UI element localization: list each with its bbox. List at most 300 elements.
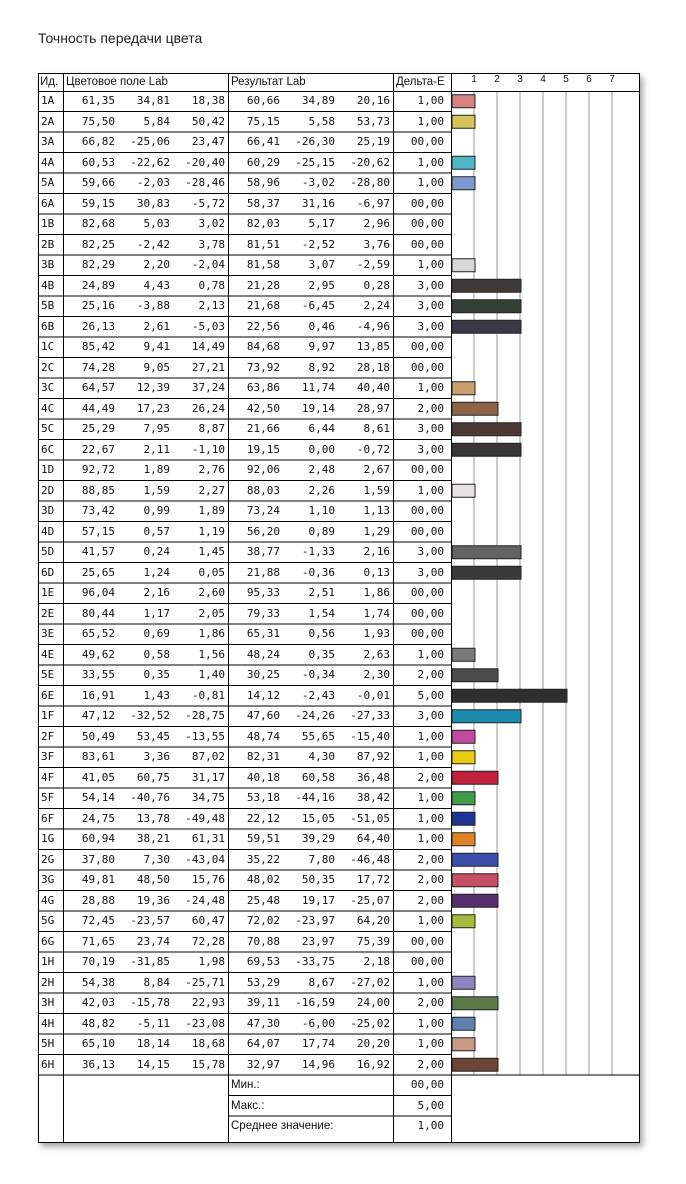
reference-lab-value: 8,84 <box>143 975 170 989</box>
result-lab-value: 8,92 <box>308 360 335 374</box>
result-lab-value: 73,92 <box>246 360 280 374</box>
reference-lab-value: -2,03 <box>136 176 170 189</box>
row-id: 2G <box>41 852 55 866</box>
reference-lab-value: 71,65 <box>81 934 115 948</box>
reference-lab-value: 60,47 <box>191 914 225 927</box>
reference-lab-value: 65,10 <box>81 1037 115 1050</box>
result-lab-value: -3,02 <box>301 176 335 189</box>
reference-lab-value: 9,05 <box>143 360 170 374</box>
reference-lab-value: 23,47 <box>191 135 225 148</box>
reference-lab-value: 0,24 <box>143 545 170 558</box>
delta-e-bar <box>452 300 521 313</box>
result-lab-value: 25,19 <box>356 135 390 148</box>
row-id: 6F <box>41 811 55 825</box>
reference-lab-value: 17,23 <box>136 401 170 415</box>
delta-e-bar <box>452 484 475 497</box>
page-title: Точность передачи цвета <box>38 30 203 46</box>
reference-lab-value: -3,88 <box>136 299 170 312</box>
result-lab-value: 40,40 <box>356 381 390 394</box>
delta-e-bar <box>452 279 521 292</box>
reference-lab-value: 74,28 <box>81 360 115 374</box>
reference-lab-value: 60,94 <box>81 832 115 845</box>
result-lab-value: 1,54 <box>308 606 335 620</box>
color-accuracy-table <box>38 73 640 1143</box>
result-lab-value: 58,37 <box>246 196 280 210</box>
reference-lab-value: 34,81 <box>136 94 170 107</box>
result-lab-value: 1,93 <box>363 627 390 640</box>
reference-lab-value: 59,66 <box>81 176 115 189</box>
delta-e-value: 3,00 <box>417 565 444 579</box>
result-lab-value: 87,92 <box>356 750 390 763</box>
delta-e-bar <box>452 976 475 989</box>
delta-e-value: 1,00 <box>417 914 444 927</box>
reference-lab-value: 26,24 <box>191 401 225 415</box>
reference-lab-value: 25,16 <box>81 299 115 312</box>
reference-lab-value: 22,67 <box>81 442 115 456</box>
result-lab-value: 13,85 <box>356 340 390 353</box>
row-id: 1G <box>41 832 55 845</box>
reference-lab-value: 26,13 <box>81 319 115 333</box>
result-lab-value: 55,65 <box>301 729 335 743</box>
result-lab-value: 22,12 <box>246 811 280 825</box>
delta-e-bar <box>452 915 475 928</box>
reference-lab-value: 65,52 <box>81 627 115 640</box>
delta-e-value: 1,00 <box>417 381 444 394</box>
result-lab-value: 2,24 <box>363 299 390 312</box>
reference-lab-value: 31,17 <box>191 770 225 784</box>
result-lab-value: 0,28 <box>363 278 390 292</box>
delta-e-value: 00,00 <box>410 934 444 948</box>
header-id: Ид. <box>40 76 59 88</box>
reference-lab-value: 0,99 <box>143 504 170 517</box>
delta-e-bar <box>452 894 498 907</box>
delta-e-value: 2,00 <box>417 893 444 907</box>
reference-lab-value: 54,38 <box>81 975 115 989</box>
row-id: 6E <box>41 688 55 702</box>
result-lab-value: 31,16 <box>301 196 335 210</box>
reference-lab-value: 5,84 <box>143 114 170 128</box>
delta-e-bar <box>452 997 498 1010</box>
delta-e-value: 2,00 <box>417 770 444 784</box>
result-lab-value: -0,36 <box>301 565 335 579</box>
reference-lab-value: 82,25 <box>81 237 115 251</box>
result-lab-value: 17,74 <box>301 1037 335 1050</box>
reference-lab-value: 41,57 <box>81 545 115 558</box>
result-lab-value: 8,61 <box>363 422 390 435</box>
reference-lab-value: 53,45 <box>136 729 170 743</box>
result-lab-value: 2,95 <box>308 278 335 292</box>
delta-e-value: 2,00 <box>417 873 444 886</box>
reference-lab-value: 30,83 <box>136 196 170 210</box>
reference-lab-value: 72,45 <box>81 914 115 927</box>
row-id: 4F <box>41 770 55 784</box>
result-lab-value: 19,17 <box>301 893 335 907</box>
result-lab-value: -27,33 <box>350 709 390 722</box>
reference-lab-value: -40,76 <box>130 791 170 804</box>
result-lab-value: 53,29 <box>246 975 280 989</box>
result-lab-value: -0,01 <box>356 688 390 702</box>
result-lab-value: 59,51 <box>246 832 280 845</box>
row-id: 2C <box>41 360 55 374</box>
result-lab-value: 1,10 <box>308 504 335 517</box>
summary-label: Мин.: <box>231 1079 260 1091</box>
delta-e-value: 2,00 <box>417 668 444 681</box>
reference-lab-value: -2,42 <box>136 237 170 251</box>
delta-e-value: 1,00 <box>417 975 444 989</box>
reference-lab-value: 28,88 <box>81 893 115 907</box>
result-lab-value: 24,00 <box>356 996 390 1009</box>
row-id: 4G <box>41 893 55 907</box>
row-id: 4C <box>41 401 55 415</box>
reference-lab-value: -5,11 <box>136 1016 170 1030</box>
row-id: 3B <box>41 258 55 271</box>
result-lab-value: 2,16 <box>363 545 390 558</box>
reference-lab-value: 1,40 <box>198 668 225 681</box>
reference-lab-value: 42,03 <box>81 996 115 1009</box>
reference-lab-value: 2,27 <box>198 483 225 497</box>
reference-lab-value: 37,80 <box>81 852 115 866</box>
result-lab-value: 2,26 <box>308 483 335 497</box>
result-lab-value: 60,29 <box>246 155 280 169</box>
bar-axis-tick-label: 5 <box>563 74 569 85</box>
reference-lab-value: 48,50 <box>136 873 170 886</box>
result-lab-value: 69,53 <box>246 955 280 968</box>
row-id: 2D <box>41 483 55 497</box>
result-lab-value: 21,66 <box>246 422 280 435</box>
reference-lab-value: 1,19 <box>198 524 225 538</box>
delta-e-bar <box>452 546 521 559</box>
delta-e-bar <box>452 874 498 887</box>
delta-e-value: 3,00 <box>417 319 444 333</box>
summary-value: 5,00 <box>417 1098 444 1112</box>
reference-lab-value: 1,59 <box>143 483 170 497</box>
reference-lab-value: 19,36 <box>136 893 170 907</box>
delta-e-value: 1,00 <box>417 483 444 497</box>
result-lab-value: 40,18 <box>246 770 280 784</box>
delta-e-bar <box>452 115 475 128</box>
result-lab-value: 14,96 <box>301 1057 335 1071</box>
delta-e-value: 00,00 <box>410 135 444 148</box>
result-lab-value: 47,60 <box>246 709 280 722</box>
delta-e-value: 1,00 <box>417 750 444 763</box>
reference-lab-value: -31,85 <box>130 955 170 968</box>
result-lab-value: 75,15 <box>246 114 280 128</box>
delta-e-bar <box>452 177 475 190</box>
result-lab-value: 66,41 <box>246 135 280 148</box>
delta-e-value: 3,00 <box>417 278 444 292</box>
delta-e-value: 00,00 <box>410 196 444 210</box>
result-lab-value: 17,72 <box>356 873 390 886</box>
reference-lab-value: -28,75 <box>185 709 225 722</box>
reference-lab-value: 2,20 <box>143 258 170 271</box>
result-lab-value: -16,59 <box>295 996 335 1009</box>
result-lab-value: 6,44 <box>308 422 335 435</box>
reference-lab-value: -25,06 <box>130 135 170 148</box>
delta-e-bar <box>452 423 521 436</box>
result-lab-value: 8,67 <box>308 975 335 989</box>
result-lab-value: -25,02 <box>350 1016 390 1030</box>
result-lab-value: 64,20 <box>356 914 390 927</box>
result-lab-value: 48,24 <box>246 647 280 661</box>
bar-axis-tick-label: 7 <box>609 74 615 85</box>
result-lab-value: -6,45 <box>301 299 335 312</box>
result-lab-value: 79,33 <box>246 606 280 620</box>
delta-e-value: 00,00 <box>410 606 444 620</box>
reference-lab-value: 14,49 <box>191 340 225 353</box>
reference-lab-value: -2,04 <box>191 258 225 271</box>
result-lab-value: 2,63 <box>363 647 390 661</box>
result-lab-value: -23,97 <box>295 914 335 927</box>
delta-e-value: 00,00 <box>410 524 444 538</box>
summary-value: 00,00 <box>410 1078 444 1091</box>
reference-lab-value: 7,95 <box>143 422 170 435</box>
row-id: 6D <box>41 565 55 579</box>
result-lab-value: 48,74 <box>246 729 280 743</box>
reference-lab-value: 60,75 <box>136 770 170 784</box>
delta-e-bar <box>452 833 475 846</box>
delta-e-value: 00,00 <box>410 586 444 599</box>
reference-lab-value: 0,57 <box>143 524 170 538</box>
reference-lab-value: 12,39 <box>136 381 170 394</box>
reference-lab-value: 61,31 <box>191 832 225 845</box>
result-lab-value: -51,05 <box>350 811 390 825</box>
delta-e-bar <box>452 751 475 764</box>
result-lab-value: 63,86 <box>246 381 280 394</box>
result-lab-value: -0,72 <box>356 442 390 456</box>
result-lab-value: 1,13 <box>363 504 390 517</box>
delta-e-value: 1,00 <box>417 1016 444 1030</box>
result-lab-value: 0,56 <box>308 627 335 640</box>
reference-lab-value: 2,13 <box>198 299 225 312</box>
delta-e-value: 2,00 <box>417 852 444 866</box>
delta-e-value: 00,00 <box>410 237 444 251</box>
reference-lab-value: -49,48 <box>185 811 225 825</box>
result-lab-value: 60,66 <box>246 94 280 107</box>
row-id: 4H <box>41 1016 55 1030</box>
reference-lab-value: 37,24 <box>191 381 225 394</box>
reference-lab-value: -5,72 <box>191 196 225 210</box>
reference-lab-value: 18,14 <box>136 1037 170 1050</box>
result-lab-value: 60,58 <box>301 770 335 784</box>
reference-lab-value: -23,57 <box>130 914 170 927</box>
bar-axis-tick-label: 2 <box>494 74 500 85</box>
delta-e-bar <box>452 710 521 723</box>
result-lab-value: 2,30 <box>363 668 390 681</box>
delta-e-bar <box>452 648 475 661</box>
result-lab-value: 5,17 <box>308 217 335 230</box>
result-lab-value: 50,35 <box>301 873 335 886</box>
result-lab-value: 81,58 <box>246 258 280 271</box>
reference-lab-value: 4,43 <box>143 278 170 292</box>
result-lab-value: 32,97 <box>246 1057 280 1071</box>
result-lab-value: 3,76 <box>363 237 390 251</box>
bar-axis-tick-label: 1 <box>471 74 477 85</box>
delta-e-value: 00,00 <box>410 360 444 374</box>
reference-lab-value: -28,46 <box>185 176 225 189</box>
reference-lab-value: 50,42 <box>191 114 225 128</box>
result-lab-value: 28,97 <box>356 401 390 415</box>
result-lab-value: 34,89 <box>301 94 335 107</box>
delta-e-bar <box>452 669 498 682</box>
row-id: 4D <box>41 524 55 538</box>
reference-lab-value: 2,11 <box>143 442 170 456</box>
reference-lab-value: 23,74 <box>136 934 170 948</box>
delta-e-bar <box>452 402 498 415</box>
row-id: 6H <box>41 1057 55 1071</box>
summary-label: Макс.: <box>231 1099 265 1112</box>
header-result-lab: Результат Lab <box>231 76 306 88</box>
result-lab-value: -2,59 <box>356 258 390 271</box>
delta-e-value: 00,00 <box>410 217 444 230</box>
result-lab-value: 53,18 <box>246 791 280 804</box>
result-lab-value: -26,30 <box>295 135 335 148</box>
reference-lab-value: 41,05 <box>81 770 115 784</box>
reference-lab-value: -0,81 <box>191 688 225 702</box>
reference-lab-value: 88,85 <box>81 483 115 497</box>
reference-lab-value: 57,15 <box>81 524 115 538</box>
delta-e-value: 00,00 <box>410 340 444 353</box>
delta-e-value: 1,00 <box>417 832 444 845</box>
result-lab-value: 0,89 <box>308 524 335 538</box>
delta-e-value: 3,00 <box>417 442 444 456</box>
reference-lab-value: 44,49 <box>81 401 115 415</box>
result-lab-value: 1,59 <box>363 483 390 497</box>
result-lab-value: 28,18 <box>356 360 390 374</box>
delta-e-value: 00,00 <box>410 627 444 640</box>
result-lab-value: 15,05 <box>301 811 335 825</box>
reference-lab-value: -5,03 <box>191 319 225 333</box>
result-lab-value: 36,48 <box>356 770 390 784</box>
delta-e-value: 3,00 <box>417 299 444 312</box>
delta-e-value: 3,00 <box>417 422 444 435</box>
delta-e-value: 1,00 <box>417 791 444 804</box>
delta-e-value: 2,00 <box>417 996 444 1009</box>
result-lab-value: 64,07 <box>246 1037 280 1050</box>
result-lab-value: 1,86 <box>363 586 390 599</box>
row-id: 1B <box>41 217 55 230</box>
reference-lab-value: 1,56 <box>198 647 225 661</box>
delta-e-bar <box>452 156 475 169</box>
result-lab-value: 25,48 <box>246 893 280 907</box>
reference-lab-value: 0,78 <box>198 278 225 292</box>
row-id: 1C <box>41 340 55 353</box>
bar-axis-tick-label: 4 <box>540 74 546 85</box>
result-lab-value: -15,40 <box>350 729 390 743</box>
result-lab-value: 11,74 <box>301 381 335 394</box>
reference-lab-value: -20,40 <box>185 155 225 169</box>
reference-lab-value: 2,60 <box>198 586 225 599</box>
reference-lab-value: 1,24 <box>143 565 170 579</box>
result-lab-value: 53,73 <box>356 114 390 128</box>
row-id: 2A <box>41 114 55 128</box>
reference-lab-value: 24,75 <box>81 811 115 825</box>
result-lab-value: 9,97 <box>308 340 335 353</box>
result-lab-value: 82,03 <box>246 217 280 230</box>
result-lab-value: 72,02 <box>246 914 280 927</box>
row-id: 3G <box>41 873 55 886</box>
delta-e-value: 1,00 <box>417 647 444 661</box>
reference-lab-value: 82,68 <box>81 217 115 230</box>
reference-lab-value: 92,72 <box>81 463 115 476</box>
reference-lab-value: 1,89 <box>198 504 225 517</box>
reference-lab-value: 2,16 <box>143 586 170 599</box>
reference-lab-value: 2,61 <box>143 319 170 333</box>
result-lab-value: -2,43 <box>301 688 335 702</box>
result-lab-value: 95,33 <box>246 586 280 599</box>
delta-e-value: 2,00 <box>417 1057 444 1071</box>
reference-lab-value: 1,45 <box>198 545 225 558</box>
delta-e-value: 1,00 <box>417 258 444 271</box>
delta-e-value: 00,00 <box>410 463 444 476</box>
result-lab-value: 35,22 <box>246 852 280 866</box>
delta-e-bar <box>452 566 521 579</box>
result-lab-value: 16,92 <box>356 1057 390 1071</box>
reference-lab-value: 18,68 <box>191 1037 225 1050</box>
result-lab-value: 0,13 <box>363 565 390 579</box>
result-lab-value: 0,00 <box>308 442 335 456</box>
reference-lab-value: 60,53 <box>81 155 115 169</box>
result-lab-value: 70,88 <box>246 934 280 948</box>
row-id: 2H <box>41 975 55 989</box>
reference-lab-value: 25,29 <box>81 422 115 435</box>
result-lab-value: 2,18 <box>363 955 390 968</box>
result-lab-value: 84,68 <box>246 340 280 353</box>
reference-lab-value: 83,61 <box>81 750 115 763</box>
summary-label: Среднее значение: <box>231 1120 334 1132</box>
row-id: 5E <box>41 668 55 681</box>
reference-lab-value: 0,05 <box>198 565 225 579</box>
reference-lab-value: 27,21 <box>191 360 225 374</box>
reference-lab-value: 18,38 <box>191 94 225 107</box>
result-lab-value: 58,96 <box>246 176 280 189</box>
result-lab-value: 21,28 <box>246 278 280 292</box>
delta-e-value: 2,00 <box>417 401 444 415</box>
result-lab-value: 21,68 <box>246 299 280 312</box>
reference-lab-value: 47,12 <box>81 709 115 722</box>
delta-e-value: 1,00 <box>417 114 444 128</box>
row-id: 4B <box>41 278 55 292</box>
result-lab-value: 4,30 <box>308 750 335 763</box>
delta-e-bar <box>452 320 521 333</box>
reference-lab-value: -43,04 <box>185 852 225 866</box>
reference-lab-value: 3,36 <box>143 750 170 763</box>
result-lab-value: -24,26 <box>295 709 335 722</box>
reference-lab-value: 48,82 <box>81 1016 115 1030</box>
delta-e-bar <box>452 771 498 784</box>
result-lab-value: 48,02 <box>246 873 280 886</box>
row-id: 2F <box>41 729 55 743</box>
result-lab-value: 64,40 <box>356 832 390 845</box>
row-id: 5F <box>41 791 55 804</box>
delta-e-value: 1,00 <box>417 94 444 107</box>
result-lab-value: 38,77 <box>246 545 280 558</box>
result-lab-value: -20,62 <box>350 155 390 169</box>
reference-lab-value: -23,08 <box>185 1016 225 1030</box>
reference-lab-value: 7,30 <box>143 852 170 866</box>
row-id: 5B <box>41 299 55 312</box>
reference-lab-value: 9,41 <box>143 340 170 353</box>
result-lab-value: 1,74 <box>363 606 390 620</box>
reference-lab-value: 50,49 <box>81 729 115 743</box>
result-lab-value: -46,48 <box>350 852 390 866</box>
reference-lab-value: 5,03 <box>143 217 170 230</box>
result-lab-value: 39,11 <box>246 996 280 1009</box>
delta-e-bar <box>452 689 567 702</box>
result-lab-value: -28,80 <box>350 176 390 189</box>
row-id: 5H <box>41 1037 55 1050</box>
delta-e-bar <box>452 792 475 805</box>
result-lab-value: -44,16 <box>295 791 335 804</box>
